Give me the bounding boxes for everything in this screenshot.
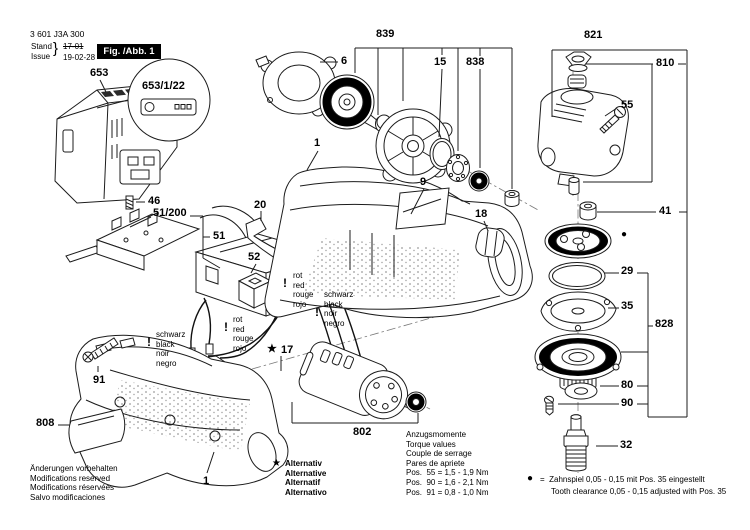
wire-color-red-note bbox=[293, 271, 313, 309]
torque-title: Couple de serrage bbox=[406, 449, 472, 459]
label-contact-plate-51-200: 51/200 bbox=[153, 207, 187, 219]
alternative-line: Alternativ bbox=[285, 459, 322, 468]
label-gearbox-821: 821 bbox=[584, 29, 603, 41]
washer-drawing bbox=[565, 383, 597, 399]
color-line: noir bbox=[156, 349, 170, 359]
label-electronics-51: 51 bbox=[213, 230, 226, 242]
alternative-note bbox=[285, 459, 327, 497]
label-screw-55: 55 bbox=[621, 99, 634, 111]
label-plate-35: 35 bbox=[621, 300, 634, 312]
label-o-ring-29: 29 bbox=[621, 265, 634, 277]
color-line: rojo bbox=[233, 343, 247, 353]
label-o-ring-15: 15 bbox=[434, 56, 447, 68]
exclamation-icon: ! bbox=[147, 335, 151, 349]
label-bushing-41: 41 bbox=[659, 205, 672, 217]
bearing-drawing bbox=[447, 155, 470, 182]
alternative-line: Alternative bbox=[285, 468, 327, 478]
label-damper-810: 810 bbox=[656, 57, 675, 69]
old-issue-date: 17-01 bbox=[63, 42, 84, 51]
color-line: schwarz bbox=[156, 330, 186, 339]
gear-clearance-note-en: Tooth clearance 0,05 - 0,15 adjusted with Pos. 35 bbox=[551, 487, 727, 496]
stand-label: Stand bbox=[31, 42, 52, 51]
footer-line: Salvo modificaciones bbox=[30, 492, 106, 502]
label-washer-80: 80 bbox=[621, 379, 634, 391]
footer-line: Modifications reserved bbox=[30, 473, 111, 483]
gear-adjust-bullet-icon: ● bbox=[621, 229, 628, 240]
torque-title: Anzugsmomente bbox=[406, 430, 467, 439]
wire-color-red-note bbox=[233, 315, 253, 353]
color-line: black bbox=[156, 339, 175, 349]
footer-line: Änderungen vorbehalten bbox=[30, 464, 118, 473]
star-switch-icon: ★ bbox=[267, 343, 277, 355]
nameplate-drawing bbox=[396, 188, 449, 229]
label-motor-cover-6: 6 bbox=[341, 55, 348, 67]
torque-note bbox=[406, 430, 488, 497]
torque-value: Pos. 55 = 1,5 - 1,9 Nm bbox=[406, 468, 489, 478]
footer-note bbox=[30, 464, 118, 502]
label-flange-828: 828 bbox=[655, 318, 674, 330]
torque-value: Pos. 91 = 0,8 - 1,0 Nm bbox=[406, 487, 489, 497]
wire-color-black-note bbox=[156, 330, 185, 368]
label-spring-46: 46 bbox=[148, 195, 161, 207]
bushing-small-drawing bbox=[505, 191, 519, 207]
footer-line: Modifications réservées bbox=[30, 483, 115, 493]
label-switch-17: 17 bbox=[281, 344, 294, 356]
color-line: rot bbox=[293, 271, 303, 280]
color-line: negro bbox=[156, 358, 177, 368]
label-cap-18: 18 bbox=[475, 208, 488, 220]
crown-gear-drawing bbox=[545, 224, 611, 258]
spring-drawing bbox=[126, 196, 133, 209]
exclamation-icon: ! bbox=[283, 276, 287, 290]
fan-gear-drawing bbox=[320, 75, 384, 131]
label-motor-802: 802 bbox=[353, 426, 372, 438]
color-line: rot bbox=[233, 315, 243, 324]
star-alternative-icon: ★ bbox=[272, 458, 281, 469]
color-line: red bbox=[233, 324, 245, 334]
label-button-52: 52 bbox=[248, 251, 261, 263]
figure-badge: Fig. /Abb. 1 bbox=[97, 44, 161, 59]
date-brace: } bbox=[53, 40, 59, 57]
label-battery-653: 653 bbox=[90, 67, 109, 79]
exclamation-icon: ! bbox=[315, 305, 319, 319]
gear-clearance-note-de: = Zahnspiel 0,05 - 0,15 mit Pos. 35 eingestellt bbox=[540, 475, 705, 484]
color-line: black bbox=[324, 299, 343, 309]
motor-drawing bbox=[294, 337, 429, 434]
screw-flange-drawing bbox=[545, 396, 554, 415]
color-line: noir bbox=[324, 309, 338, 319]
label-battery-plate-653-1-22: 653/1/22 bbox=[142, 80, 185, 92]
exclamation-icon: ! bbox=[224, 320, 228, 334]
o-ring-large-drawing bbox=[549, 263, 605, 290]
color-line: red bbox=[293, 280, 305, 290]
spindle-drawing bbox=[564, 415, 588, 471]
label-sticker-808: 808 bbox=[36, 417, 55, 429]
label-spindle-32: 32 bbox=[620, 439, 633, 451]
bearing-plate35-drawing bbox=[541, 292, 616, 331]
label-housing-upper-1: 1 bbox=[314, 137, 321, 149]
label-screw-91: 91 bbox=[93, 374, 106, 386]
gearbox-housing-drawing bbox=[538, 89, 628, 186]
torque-title: Torque values bbox=[406, 439, 456, 449]
label-nameplate-9: 9 bbox=[420, 176, 427, 188]
pinion-drawing bbox=[469, 171, 489, 191]
label-gear-train-839: 839 bbox=[376, 28, 395, 40]
issue-date: 19-02-28 bbox=[63, 53, 96, 62]
alternative-line: Alternativo bbox=[285, 487, 327, 497]
document-number: 3 601 J3A 300 bbox=[30, 29, 85, 39]
torque-title: Pares de apriete bbox=[406, 458, 465, 468]
cap-drawing bbox=[476, 228, 504, 257]
bushing-drawing bbox=[580, 202, 596, 220]
label-housing-lower-1: 1 bbox=[203, 475, 210, 487]
color-line: rouge bbox=[233, 334, 254, 344]
label-bearing-838: 838 bbox=[466, 56, 485, 68]
torque-value: Pos. 90 = 1,6 - 2,1 Nm bbox=[406, 477, 489, 487]
color-line: rouge bbox=[293, 290, 314, 300]
color-line: rojo bbox=[293, 299, 307, 309]
legend-bullet-icon: ● bbox=[527, 473, 534, 484]
wire-color-black-note bbox=[324, 290, 353, 328]
label-screw-90: 90 bbox=[621, 397, 634, 409]
color-line: schwarz bbox=[324, 290, 354, 299]
label-lever-20: 20 bbox=[254, 199, 267, 211]
bearing-flange-drawing bbox=[535, 334, 621, 391]
issue-label: Issue bbox=[31, 52, 51, 61]
alternative-line: Alternatif bbox=[285, 478, 321, 488]
color-line: negro bbox=[324, 318, 345, 328]
